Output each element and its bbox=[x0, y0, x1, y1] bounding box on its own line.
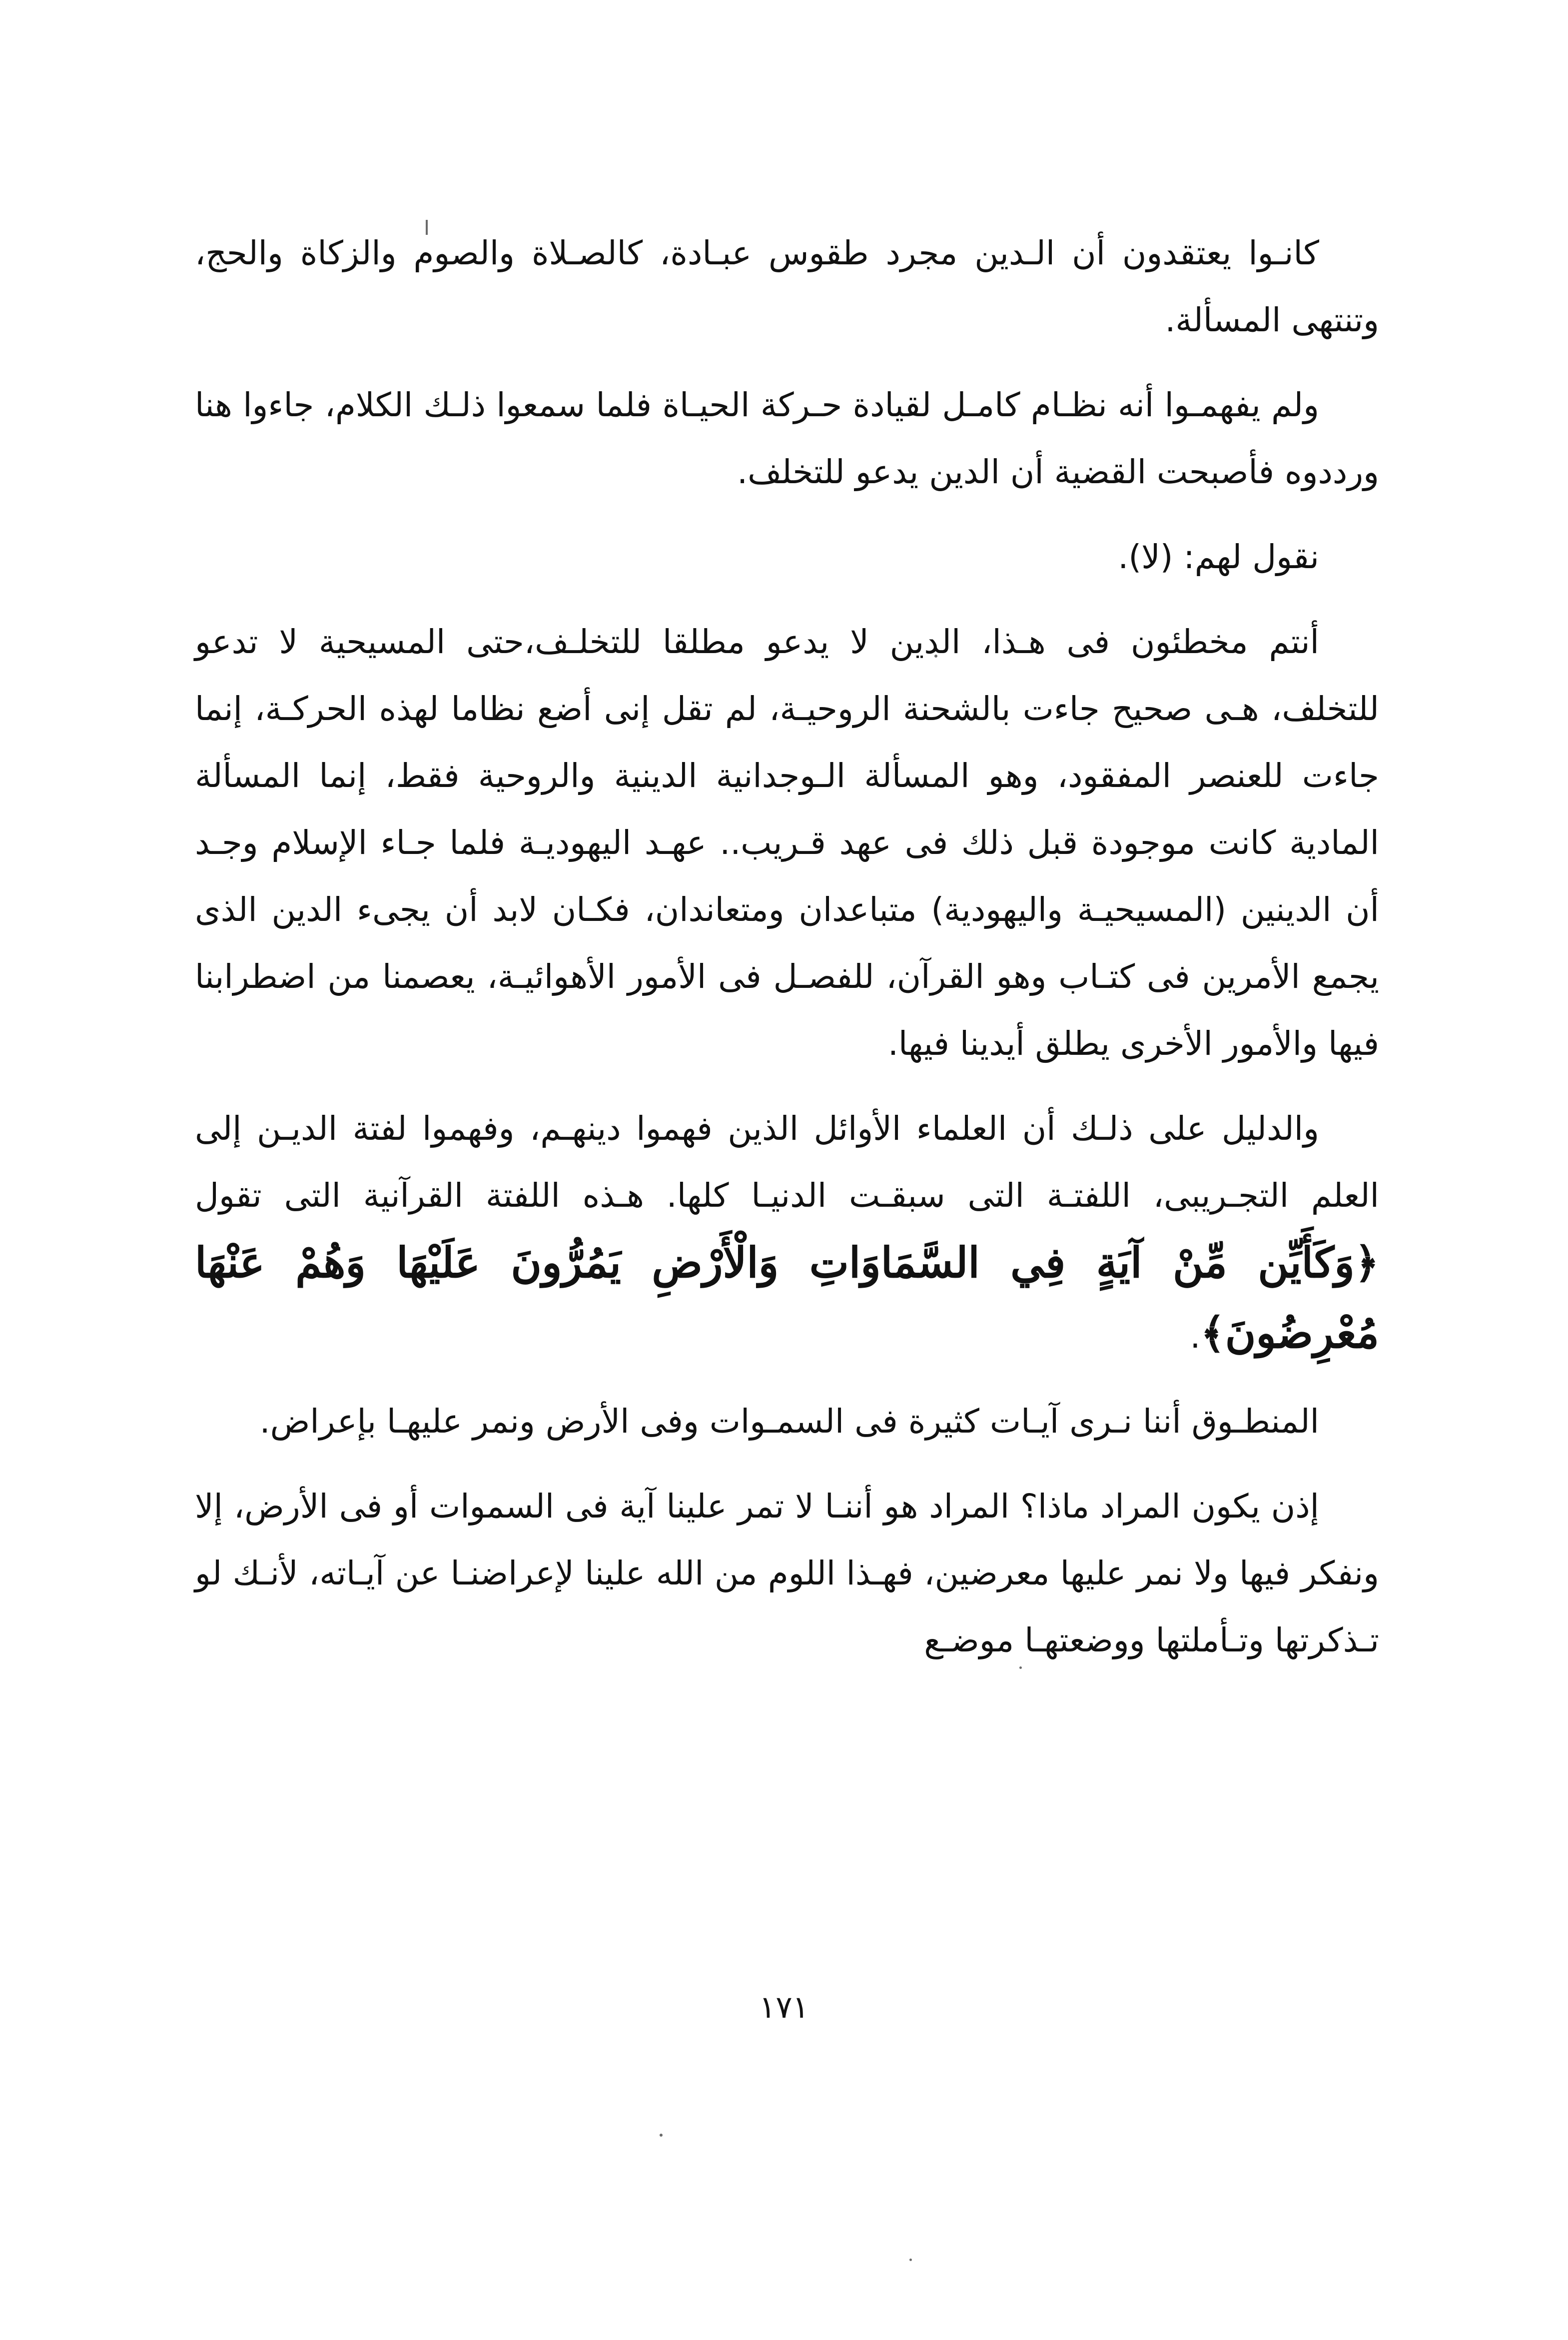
paragraph-4: أنتم مخطئون فى هـذا، الدين لا يدعو مطلقا للتخلـف،حتى المسيحية لا تدعو للتخلف، هـى صحيح جاءت بالشحنة الروحيـة، لم تقل إنى أضع نظاما لهذه الحركـة، إنما جاءت للعنصر المفقود، وهو المسألة الـوجدانية الدينية والروحية فقط، إنما المسألة المادية كانت موجودة قبل ذلك فى عهد قـريب.. عهـد اليهوديـة فلما جـاء الإسلام وجـد أن الدينين (المسيحيـة واليهودية) متباعدان ومتعاندان، فكـان لابد أن يجىء الدين الذى يجمع الأمرين فى كتـاب وهو القرآن، للفصـل فى الأمور الأهوائيـة، يعصمنا من اضطرابنا فيها والأمور الأخرى يطلق أيدينا فيها. bbox=[195, 623, 1379, 1063]
body-text bbox=[195, 220, 1379, 1692]
paragraph-5-end: . bbox=[1190, 1317, 1201, 1356]
paragraph-5 bbox=[195, 1095, 1379, 1370]
scan-speck bbox=[909, 2259, 912, 2261]
paragraph-2: ولم يفهمـوا أنه نظـام كامـل لقيادة حـركة الحيـاة فلما سمعوا ذلـك الكلام، جاءوا هنا ورددوه فأصبحت القضية أن الدين يدعو للتخلف. bbox=[195, 386, 1379, 491]
paragraph-5-lead: والدليل على ذلـك أن العلماء الأوائل الذين فهموا دينهـم، وفهموا لفتة الديـن إلى العلم التجـريبى، اللفتـة التى سبقـت الدنيـا كلها. هـذه اللفتة القرآنية التى تقول bbox=[195, 1109, 1379, 1215]
quran-verse: ﴿وَكَأَيِّن مِّنْ آيَةٍ فِي السَّمَاوَاتِ وَالْأَرْضِ يَمُرُّونَ عَلَيْهَا وَهُمْ عَنْهَا مُعْرِضُونَ﴾ bbox=[195, 1238, 1379, 1358]
paragraph-3: نقول لهم: (لا). bbox=[1118, 538, 1319, 576]
scan-speck bbox=[660, 2134, 663, 2137]
paragraph-1: كانـوا يعتقدون أن الـدين مجرد طقوس عبـادة، كالصـلاة والصوم والزكاة والحج، وتنتهى المسألة. bbox=[195, 234, 1379, 339]
paragraph-7: إذن يكون المراد ماذا؟ المراد هو أننـا لا تمر علينا آية فى السموات أو فى الأرض، إلا ونفكر فيها ولا نمر عليها معرضين، فهـذا اللوم من الله علينا لإعراضنـا عن آيـاته، لأنـك لو تـذكرتها وتـأملتها ووضعتهـا موضـع bbox=[195, 1487, 1379, 1659]
page-number: ١٧١ bbox=[759, 1989, 809, 2025]
paragraph-6: المنطـوق أننا نـرى آيـات كثيرة فى السمـوات وفى الأرض ونمر عليهـا بإعراض. bbox=[259, 1402, 1319, 1441]
